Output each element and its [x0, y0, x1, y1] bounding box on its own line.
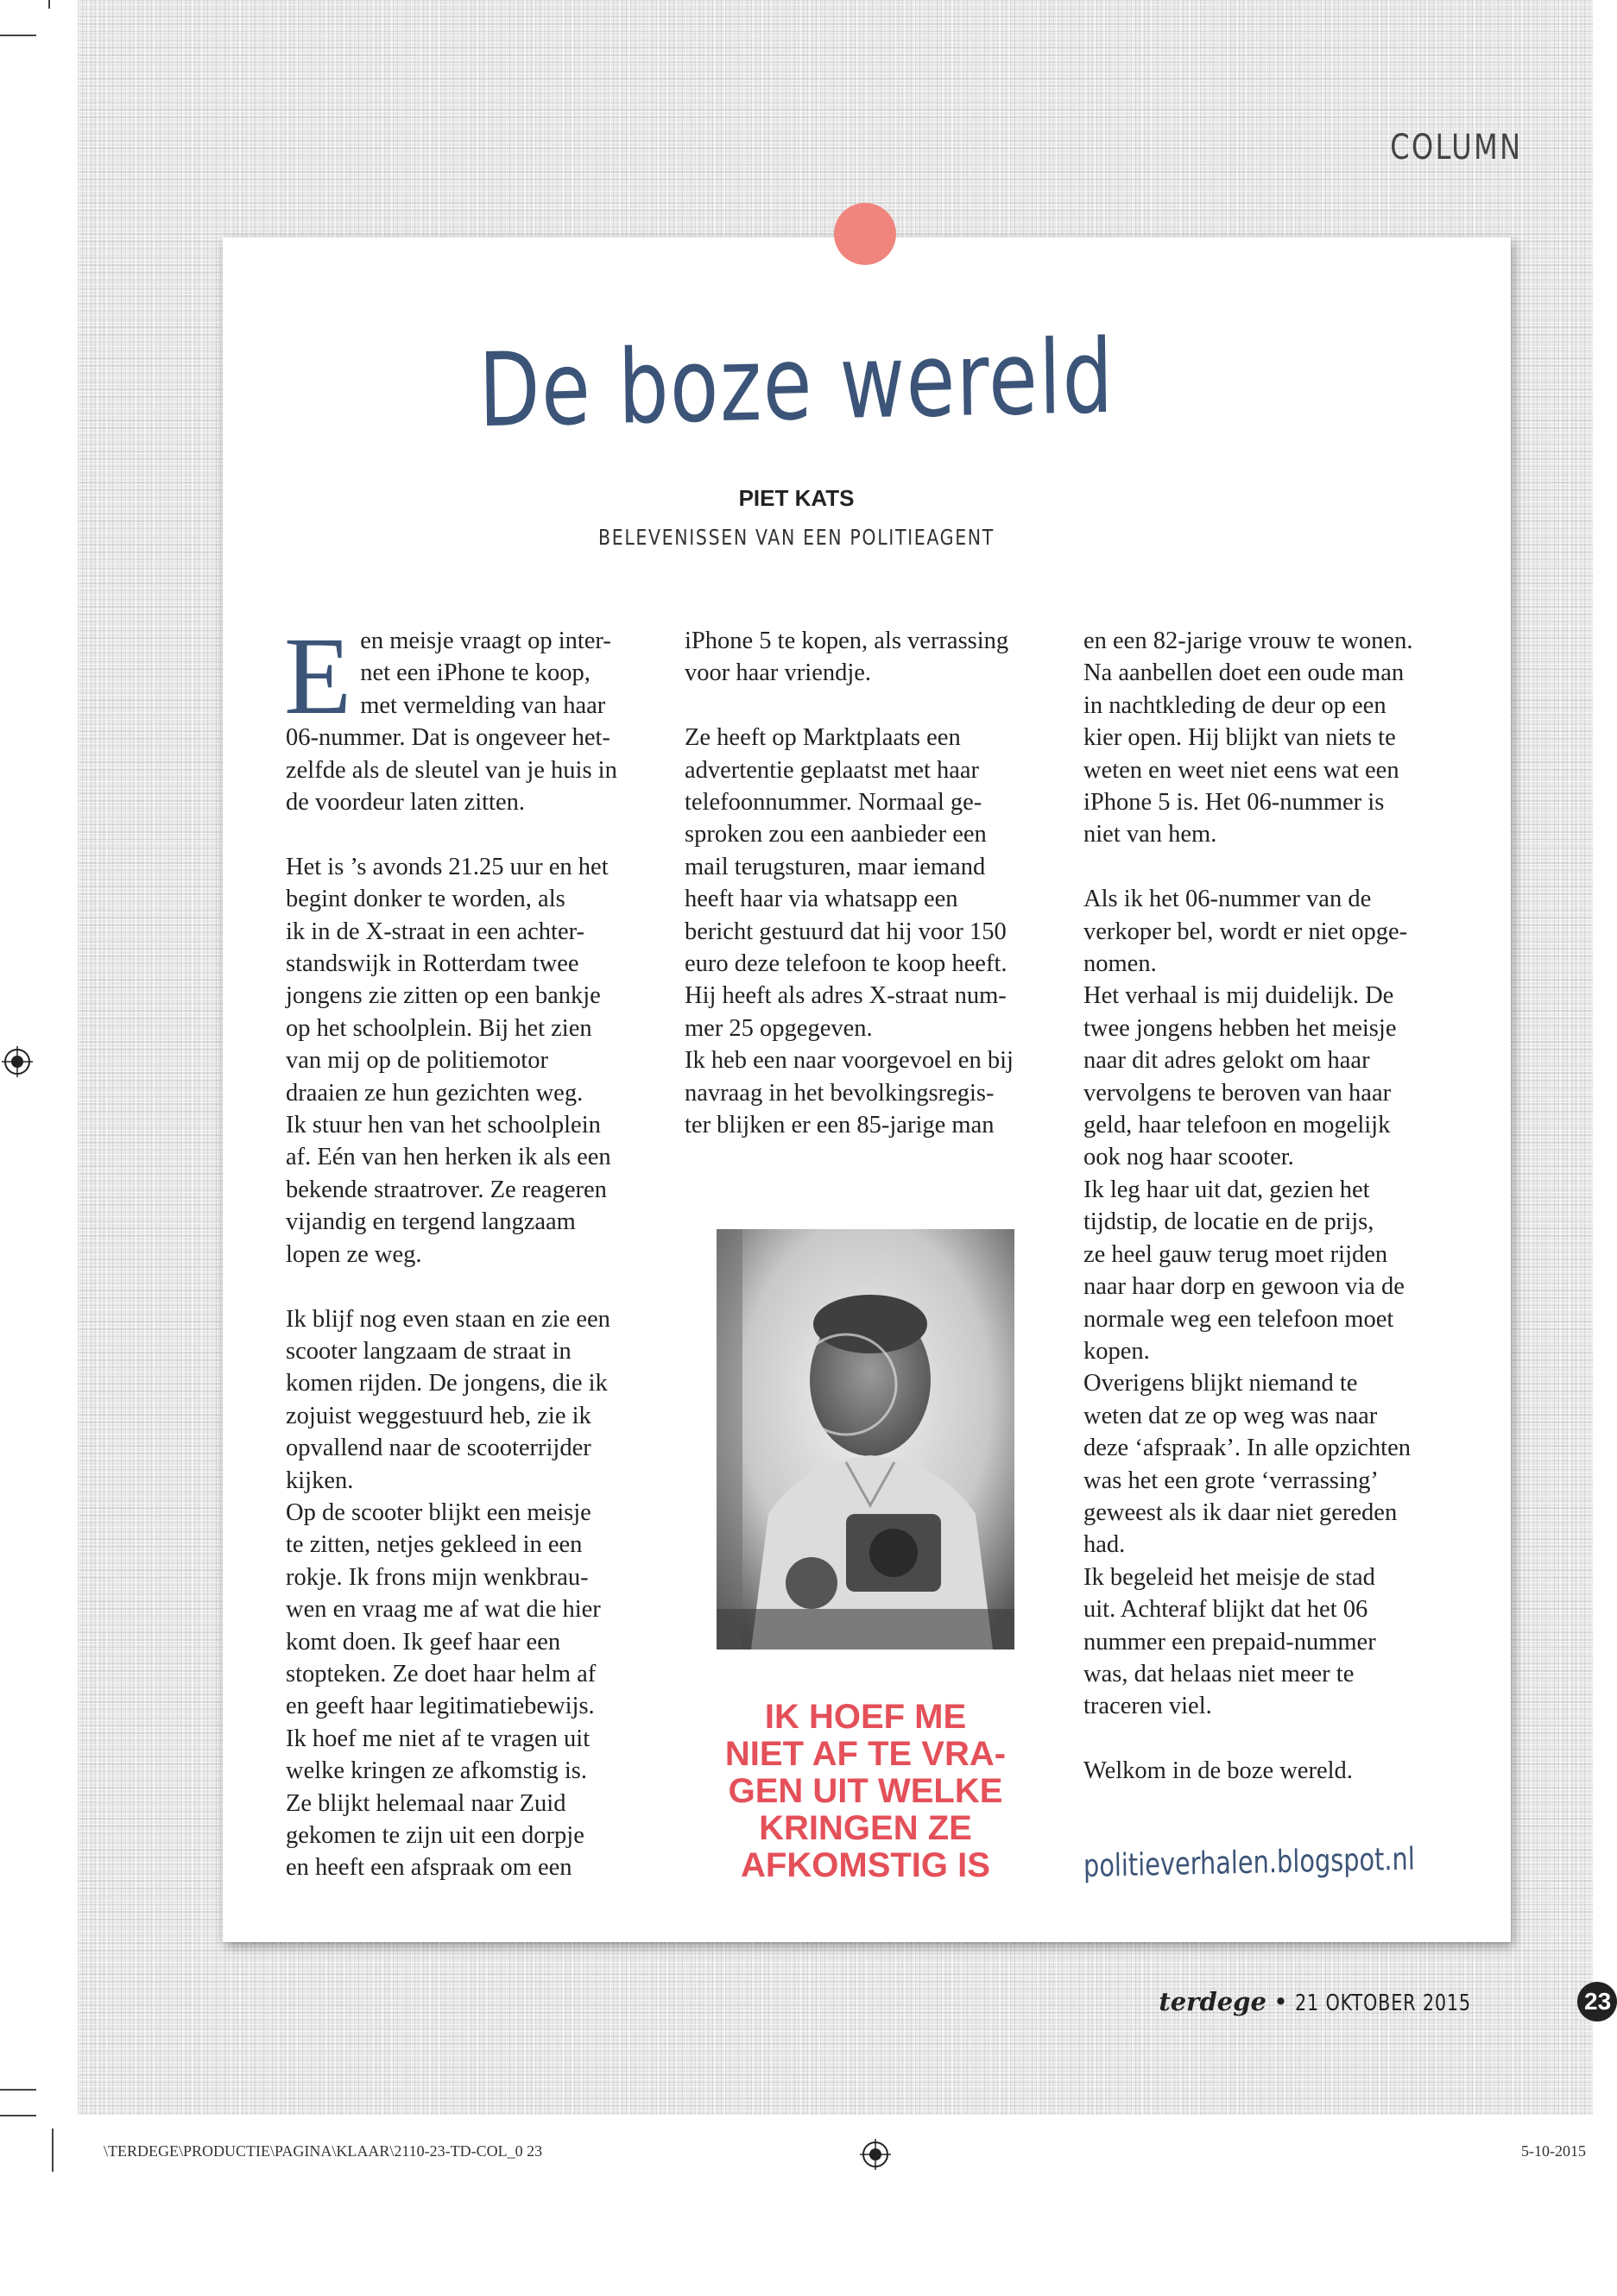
crop-mark — [48, 0, 50, 9]
section-label: COLUMN — [1389, 128, 1522, 167]
issue-date: 21 OKTOBER 2015 — [1295, 1990, 1472, 2016]
author-photo — [717, 1229, 1014, 1649]
article-title: De boze wereld — [477, 316, 1115, 451]
paragraph: Ze heeft op Marktplaats een advertentie geplaatst met haar telefoonnummer. Normaal ge- sproken zou een aanbieder een mail terugsturen, maar iemand heeft haar via whatsapp een bericht gestuurd dat hij voor 150 euro deze telefoon te koop heeft. Hij heeft als adres X-straat num- mer 25 opgegeven. Ik heb een naar voorgevoel en bij navraag in het bevolkingsregis- ter blijken er een 85-jarige man — [685, 724, 1014, 1139]
crop-mark — [0, 35, 36, 36]
crop-mark — [52, 2129, 54, 2172]
article-column-3 — [1083, 625, 1455, 1788]
article-column-1 — [284, 615, 653, 1884]
paragraph: iPhone 5 te kopen, als verrassing voor haar vriendje. — [685, 628, 1009, 687]
paragraph-text: en meisje vraagt op inter- net een iPhone te koop, met vermelding van haar 06-nummer. Dat is ongeveer het- zelfde als de sleutel van je huis in de voordeur laten zitten. — [286, 628, 617, 817]
pull-quote — [682, 1699, 1049, 1884]
paragraph: Welkom in de boze wereld. — [1083, 1757, 1353, 1785]
page-number: 23 — [1577, 1982, 1617, 2022]
blog-link[interactable]: politieverhalen.blogspot.nl — [1083, 1841, 1416, 1884]
paragraph: Het is ’s avonds 21.25 uur en het begint donker te worden, als ik in de X-straat in een achter- standswijk in Rotterdam twee jongens zie zitten op een bankje op het schoolplein. Bij het zien van mij op de politiemotor draaien ze hun gezichten weg. Ik stuur hen van het schoolplein af. Eén van hen herken ik als een bekende straatrover. Ze reageren vijandig en tergend langzaam lopen ze weg. — [286, 853, 611, 1268]
footer-separator: • — [1273, 1987, 1289, 2016]
author-portrait-image — [717, 1229, 1014, 1649]
paragraph: en een 82-jarige vrouw te wonen. Na aanbellen doet een oude man in nachtkleding de deur op een kier open. Hij blijkt van niets te weten en weet niet eens wat een iPhone 5 is. Het 06-nummer is niet van hem. — [1083, 628, 1413, 848]
paragraph: Als ik het 06-nummer van de verkoper bel, wordt er niet opge- nomen. Het verhaal is mij duidelijk. De twee jongens hebben het meisje naar dit adres gelokt om haar vervolgens te beroven van haar geld, haar telefoon en mogelijk ook nog haar scooter. Ik leg haar uit dat, gezien het tijdstip, de locatie en de prijs, ze heel gauw terug moet rijden naar haar dorp en gewoon via de normale weg een telefoon moet kopen. Overigens blijkt niemand te weten dat ze op weg was naar deze ‘afspraak’. In alle opzichten was het een grote ‘verrassing’ geweest als ik daar niet gereden had. Ik begeleid het meisje de stad uit. Achteraf blijkt dat het 06 nummer een prepaid-nummer was, dat helaas niet meer te traceren viel. — [1083, 886, 1411, 1720]
magazine-name: terdege — [1159, 1987, 1266, 2016]
pull-quote-text: IK HOEF ME NIET AF TE VRA- GEN UIT WELKE KRINGEN ZE AFKOMSTIG IS — [724, 1698, 1007, 1884]
registration-mark-icon — [2, 1046, 33, 1077]
paragraph — [284, 615, 653, 818]
crop-mark — [0, 2115, 36, 2116]
article-subtitle: BELEVENISSEN VAN EEN POLITIEAGENT — [598, 525, 995, 550]
registration-mark-icon — [860, 2139, 891, 2170]
article-author: PIET KATS — [738, 485, 855, 511]
paragraph: Ik blijf nog even staan en zie een scooter langzaam de straat in komen rijden. De jongens, die ik zojuist weggestuurd heb, zie ik opvallend naar de scooterrijder kijken. Op de scooter blijkt een meisje te zitten, netjes gekleed in een rokje. Ik frons mijn wenkbrau- wen en vraag me af wat die hier komt doen. Ik geef haar een stopteken. Ze doet haar helm af en geeft haar legitimatiebewijs. Ik hoef me niet af te vragen uit welke kringen ze afkomstig is. Ze blijkt helemaal naar Zuid gekomen te zijn uit een dorpje en heeft een afspraak om een — [286, 1305, 610, 1882]
pin-dot — [834, 203, 896, 265]
printer-slug-path: \TERDEGE\PRODUCTIE\PAGINA\KLAAR\2110-23-TD-COL_0 23 — [104, 2142, 543, 2160]
crop-mark — [0, 2089, 36, 2091]
printer-slug-date: 5-10-2015 — [1521, 2142, 1586, 2160]
article-column-2 — [685, 625, 1056, 1141]
drop-cap: E — [284, 615, 352, 737]
magazine-footer — [1159, 1987, 1515, 2016]
